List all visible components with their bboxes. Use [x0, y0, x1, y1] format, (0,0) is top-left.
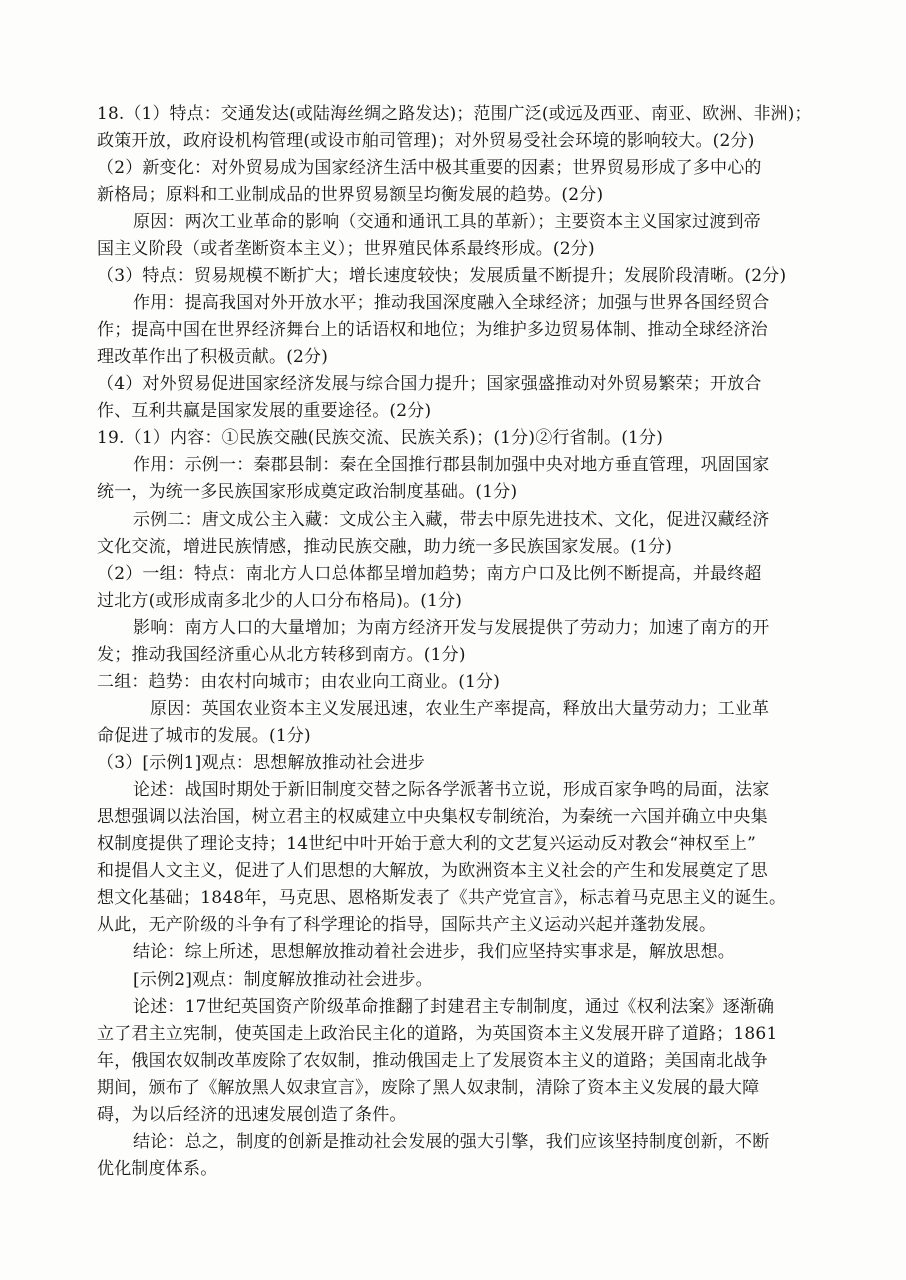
text-line: 碍，为以后经济的迅速发展创造了条件。 — [97, 1105, 407, 1125]
text-line: 想文化基础；1848年，马克思、恩格斯发表了《共产党宣言》，标志着马克思主义的诞生。 — [97, 888, 787, 908]
text-line: （3）特点：贸易规模不断扩大；增长速度较快；发展质量不断提升；发展阶段清晰。(2分) — [97, 266, 787, 286]
text-line: 论述：战国时期处于新旧制度交替之际各学派著书立说，形成百家争鸣的局面，法家 — [133, 780, 770, 800]
text-line: 结论：综上所述，思想解放推动着社会进步，我们应坚持实事求是，解放思想。 — [133, 942, 735, 962]
text-line: 政策开放，政府设机构管理(或设市舶司管理)；对外贸易受社会环境的影响较大。(2分) — [97, 131, 755, 151]
text-line: [示例2]观点：制度解放推动社会进步。 — [133, 970, 433, 990]
text-line: 优化制度体系。 — [97, 1159, 218, 1179]
text-line: 影响：南方人口的大量增加；为南方经济开发与发展提供了劳动力；加速了南方的开 — [133, 618, 770, 638]
text-line: 作用：示例一：秦郡县制：秦在全国推行郡县制加强中央对地方垂直管理，巩固国家 — [133, 455, 770, 475]
text-line: （3）[示例1]观点：思想解放推动社会进步 — [97, 753, 426, 773]
text-line: 权制度提供了理论支持；14世纪中叶开始于意大利的文艺复兴运动反对教会“神权至上” — [97, 834, 757, 854]
text-line: 国主义阶段（或者垄断资本主义）；世界殖民体系最终形成。(2分) — [97, 239, 595, 259]
text-line: 二组：趋势：由农村向城市；由农业向工商业。(1分) — [97, 672, 501, 692]
text-line: 论述：17世纪英国资产阶级革命推翻了封建君主专制制度，通过《权利法案》逐渐确 — [133, 997, 775, 1017]
text-line: 原因：两次工业革命的影响（交通和通讯工具的革新）；主要资本主义国家过渡到帝 — [133, 212, 761, 232]
text-line: 过北方(或形成南多北少的人口分布格局)。(1分) — [97, 591, 463, 611]
text-line: 期间，颁布了《解放黑人奴隶宣言》，废除了黑人奴隶制，清除了资本主义发展的最大障 — [97, 1078, 760, 1098]
text-line: 发；推动我国经济重心从北方转移到南方。(1分) — [97, 645, 466, 665]
text-line: 命促进了城市的发展。(1分) — [97, 726, 311, 746]
text-line: （4）对外贸易促进国家经济发展与综合国力提升；国家强盛推动对外贸易繁荣；开放合 — [97, 374, 762, 394]
text-line: 理改革作出了积极贡献。(2分) — [97, 347, 329, 367]
text-line: 19.（1）内容：①民族交融(民族交流、民族关系)；(1分)②行省制。(1分) — [97, 428, 664, 448]
text-line: 从此，无产阶级的斗争有了科学理论的指导，国际共产主义运动兴起并蓬勃发展。 — [97, 915, 717, 935]
text-line: 原因：英国农业资本主义发展迅速，农业生产率提高，释放出大量劳动力；工业革 — [150, 699, 770, 719]
text-line: 文化交流，增进民族情感，推动民族交融，助力统一多民族国家发展。(1分) — [97, 537, 673, 557]
text-line: 统一，为统一多民族国家形成奠定政治制度基础。(1分) — [97, 482, 518, 502]
text-line: （2）新变化：对外贸易成为国家经济生活中极其重要的因素；世界贸易形成了多中心的 — [97, 158, 762, 178]
text-line: 作；提高中国在世界经济舞台上的话语权和地位；为维护多边贸易体制、推动全球经济治 — [97, 320, 768, 340]
text-line: 和提倡人文主义，促进了人们思想的大解放，为欧洲资本主义社会的产生和发展奠定了思 — [97, 861, 768, 881]
text-line: 新格局；原料和工业制成品的世界贸易额呈均衡发展的趋势。(2分) — [97, 185, 604, 205]
text-line: 作用：提高我国对外开放水平；推动我国深度融入全球经济；加强与世界各国经贸合 — [133, 293, 770, 313]
text-line: 年，俄国农奴制改革废除了农奴制，推动俄国走上了发展资本主义的道路；美国南北战争 — [97, 1051, 768, 1071]
text-line: 立了君主立宪制，使英国走上政治民主化的道路，为英国资本主义发展开辟了道路；1861 — [97, 1024, 778, 1044]
text-line: （2）一组：特点：南北方人口总体都呈增加趋势；南方户口及比例不断提高，并最终超 — [97, 564, 762, 584]
text-line: 示例二：唐文成公主入藏：文成公主入藏，带去中原先进技术、文化，促进汉藏经济 — [133, 510, 770, 530]
text-line: 思想强调以法治国，树立君主的权威建立中央集权专制统治，为秦统一六国并确立中央集 — [97, 807, 768, 827]
text-line: 作、互利共赢是国家发展的重要途径。(2分) — [97, 401, 432, 421]
text-line: 18.（1）特点：交通发达(或陆海丝绸之路发达)；范围广泛(或远及西亚、南亚、欧洲、非洲)； — [97, 104, 812, 124]
text-line: 结论：总之，制度的创新是推动社会发展的强大引擎，我们应该坚持制度创新，不断 — [133, 1132, 770, 1152]
